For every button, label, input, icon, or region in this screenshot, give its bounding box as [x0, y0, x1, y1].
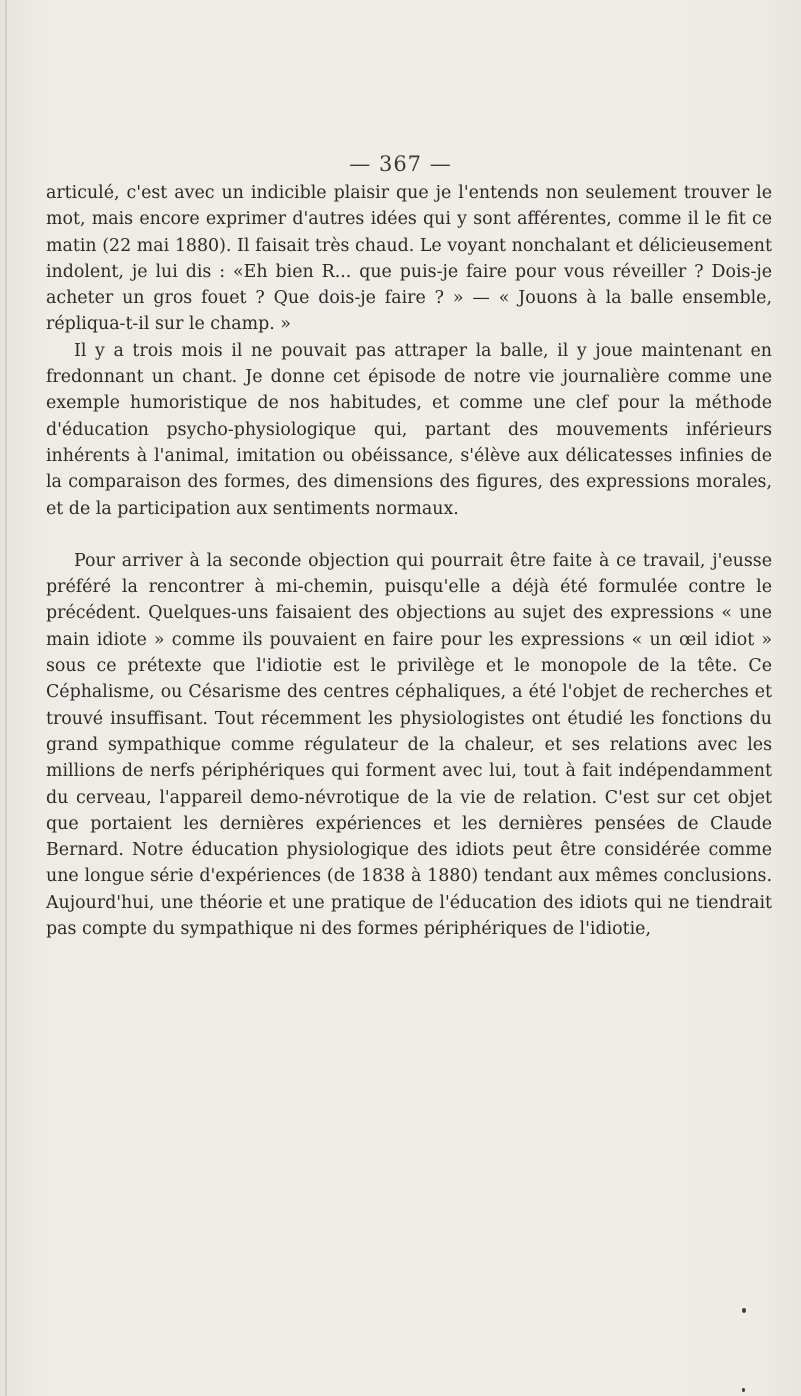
paragraph-1: articulé, c'est avec un indicible plaisir que je l'entends non seulement trouver le mot, mais encore exprimer d'autres idées qui y sont afférentes, comme il le fit ce matin (22 mai 1880). Il faisait très chaud. Le voyant nonchalant et délicieusement indolent, je lui dis : «Eh bien R... que puis-je faire pour vous réveiller ? Dois-je acheter un gros fouet ? Que dois-je faire ? » — « Jouons à la balle ensemble, répliqua-t-il sur le champ. »: [46, 183, 772, 335]
ink-speck: [742, 1308, 746, 1313]
paragraph-2: Il y a trois mois il ne pouvait pas attraper la balle, il y joue maintenant en fredonnant un chant. Je donne cet épisode de notre vie journalière comme une exemple humoristique de nos habitudes, et comme une clef pour la méthode d'éducation psycho-physiologique qui, partant des mouvements inférieurs inhérents à l'animal, imitation ou obéissance, s'élève aux délicatesses infinies de la comparaison des formes, des dimensions des figures, des expressions morales, et de la participation aux sentiments normaux.: [46, 340, 772, 519]
paragraph-3: Pour arriver à la seconde objection qui pourrait être faite à ce travail, j'eusse préféré la rencontrer à mi-chemin, puisqu'elle a déjà été formulée contre le précédent. Quelques-uns faisaient des objections au sujet des expressions « une main idiote » comme ils pouvaient en faire pour les expressions « un œil idiot » sous ce prétexte que l'idiotie est le privilège et le monopole de la tête. Ce Céphalisme, ou Césarisme des centres céphaliques, a été l'objet de recherches et trouvé insuffisant. Tout récemment les physiologistes ont étudié les fonctions du grand sympathique comme régulateur de la chaleur, et ses relations avec les millions de nerfs périphériques qui forment avec lui, tout à fait indépendamment du cerveau, l'appareil demo-névrotique de la vie de relation. C'est sur cet objet que portaient les dernières expériences et les dernières pensées de Claude Bernard. Notre éducation physiologique des idiots peut être considérée comme une longue série d'expériences (de 1838 à 1880) tendant aux mêmes conclusions. Aujourd'hui, une théorie et une pratique de l'éducation des idiots qui ne tiendrait pas compte du sympathique ni des formes périphériques de l'idiotie,: [46, 550, 772, 940]
page-edge: [5, 0, 7, 1396]
page-body: [46, 180, 772, 942]
page-number: — 367 —: [349, 152, 452, 176]
ink-speck: [742, 1388, 745, 1392]
